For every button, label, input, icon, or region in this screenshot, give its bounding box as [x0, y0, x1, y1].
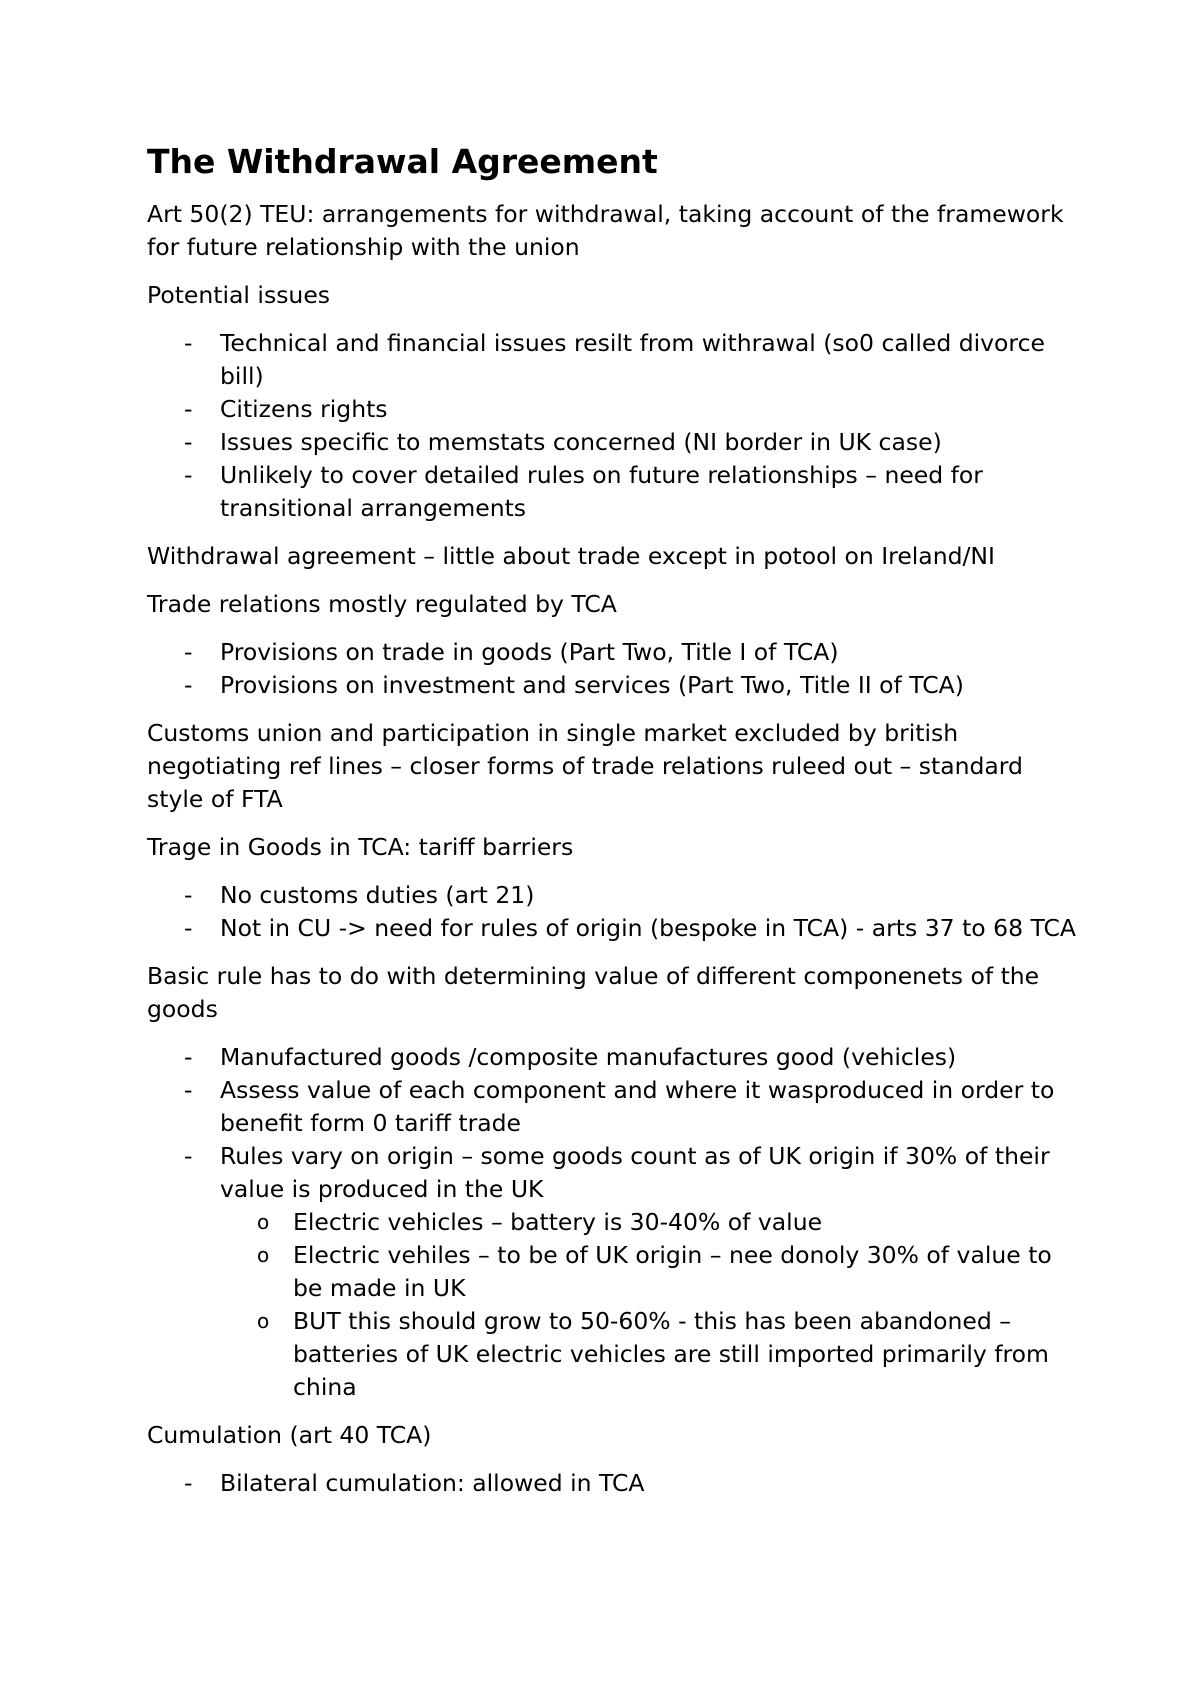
list-item [184, 879, 1077, 912]
document-title: The Withdrawal Agreement [147, 142, 658, 181]
cumulation-heading: Cumulation (art 40 TCA) [147, 1421, 432, 1449]
list-item-text: Unlikely to cover detailed rules on future relationships – need for transitional arrangements [220, 461, 983, 522]
dash-bullet: - [184, 428, 193, 456]
potential-issues-heading: Potential issues [147, 281, 331, 309]
tariff-heading: Trage in Goods in TCA: tariff barriers [147, 833, 574, 861]
list-item [184, 393, 1077, 426]
dash-bullet: - [184, 1043, 193, 1071]
list-item [184, 636, 1077, 669]
paragraph-customs: Customs union and participation in single market excluded by british negotiating ref lines – closer forms of trade relations ruleed out – standard style of FTA [147, 719, 1023, 813]
dash-bullet: - [184, 461, 193, 489]
list-item-text: Provisions on investment and services (Part Two, Title II of TCA) [220, 671, 964, 699]
document-body [147, 140, 1077, 1515]
list-item [184, 669, 1077, 702]
list-item-text: Not in CU -> need for rules of origin (bespoke in TCA) - arts 37 to 68 TCA [220, 914, 1076, 942]
list-item-text: Manufactured goods /composite manufactures good (vehicles) [220, 1043, 957, 1071]
dash-bullet: - [184, 1469, 193, 1497]
list-item-text: Issues specific to memstats concerned (NI border in UK case) [220, 428, 942, 456]
sublist-item [257, 1305, 1077, 1404]
list-item [184, 1467, 1077, 1500]
trade-heading: Trade relations mostly regulated by TCA [147, 590, 617, 618]
list-item [184, 912, 1077, 945]
list-item-text: Assess value of each component and where it wasproduced in order to benefit form 0 tariff trade [220, 1076, 1055, 1137]
sublist-item-text: Electric vehiles – to be of UK origin – nee donoly 30% of value to be made in UK [293, 1241, 1052, 1302]
list-item-text: Bilateral cumulation: allowed in TCA [220, 1469, 645, 1497]
list-item [184, 1041, 1077, 1074]
list-item-text: Citizens rights [220, 395, 388, 423]
list-item [184, 327, 1077, 393]
list-item-text: Provisions on trade in goods (Part Two, Title I of TCA) [220, 638, 839, 666]
dash-bullet: - [184, 1142, 193, 1170]
sublist-item [257, 1206, 1077, 1239]
circle-bullet: o [257, 1309, 270, 1333]
list-item [184, 1074, 1077, 1140]
dash-bullet: - [184, 395, 193, 423]
sublist-item-text: Electric vehicles – battery is 30-40% of value [293, 1208, 823, 1236]
dash-bullet: - [184, 914, 193, 942]
circle-bullet: o [257, 1210, 270, 1234]
cumulation-list [147, 1467, 1077, 1500]
list-item-text: No customs duties (art 21) [220, 881, 535, 909]
dash-bullet: - [184, 671, 193, 699]
list-item-text: Technical and financial issues resilt from withrawal (so0 called divorce bill) [220, 329, 1045, 390]
paragraph-withdrawal: Withdrawal agreement – little about trade except in potool on Ireland/NI [147, 542, 995, 570]
tariff-list [147, 879, 1077, 945]
dash-bullet: - [184, 329, 193, 357]
list-item-text: Rules vary on origin – some goods count as of UK origin if 30% of their value is produced in the UK [220, 1142, 1050, 1203]
sublist-item [257, 1239, 1077, 1305]
potential-issues-list [147, 327, 1077, 525]
circle-bullet: o [257, 1243, 270, 1267]
paragraph-basic-rule: Basic rule has to do with determining value of different componenets of the goods [147, 962, 1040, 1023]
list-item [184, 426, 1077, 459]
dash-bullet: - [184, 638, 193, 666]
list-item [184, 459, 1077, 525]
basic-rule-list [147, 1041, 1077, 1404]
dash-bullet: - [184, 1076, 193, 1104]
trade-list [147, 636, 1077, 702]
dash-bullet: - [184, 881, 193, 909]
sublist-item-text: BUT this should grow to 50-60% - this has been abandoned – batteries of UK electric vehicles are still imported primarily from china [293, 1307, 1049, 1401]
origin-sublist [220, 1206, 1077, 1404]
list-item [184, 1140, 1077, 1404]
paragraph-art50: Art 50(2) TEU: arrangements for withdrawal, taking account of the framework for future relationship with the union [147, 200, 1064, 261]
